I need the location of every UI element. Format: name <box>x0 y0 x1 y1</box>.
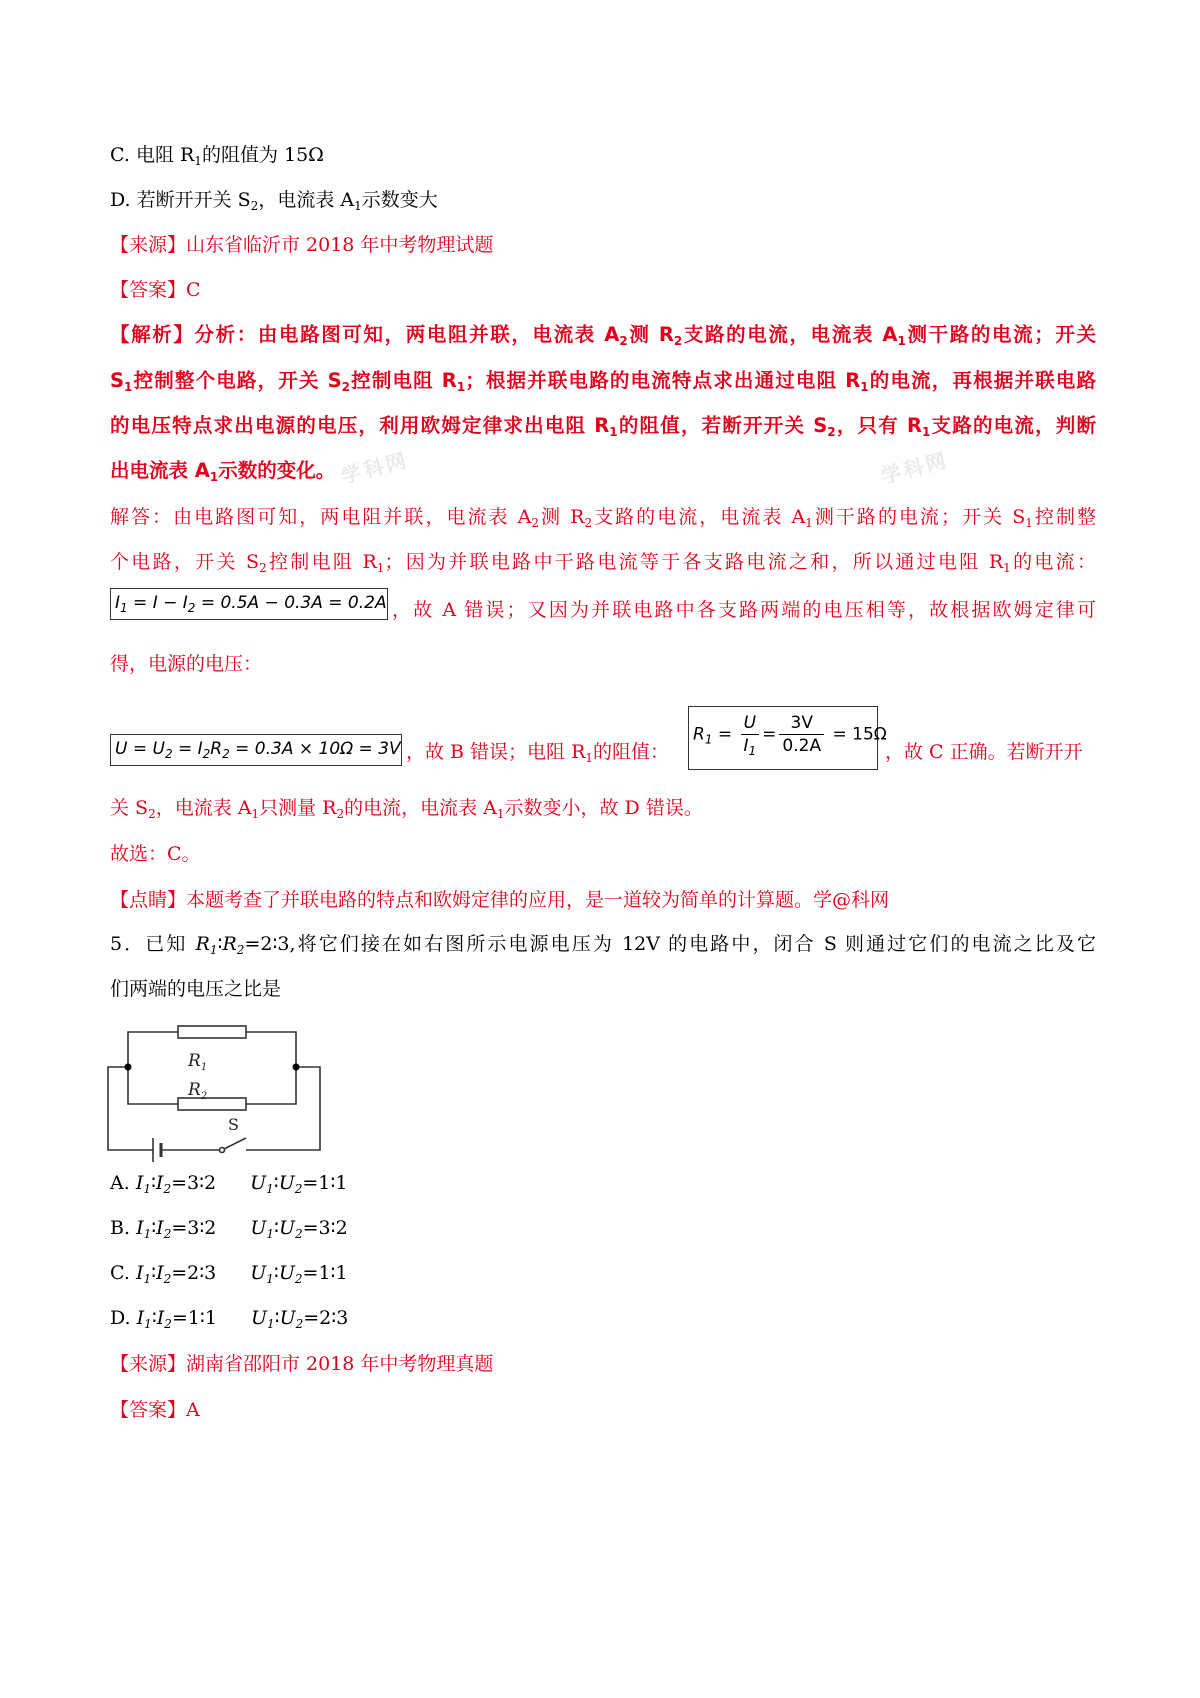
solution-line-1: 解答：由电路图可知，两电阻并联，电流表 $A_2$测 $R_2$支路的电流，电流表 $A_1$测干路的电流；开关 $S_1$控制整 <box>110 506 1096 530</box>
q5-option-d: D. $I_1∶I_2=1∶1$ $U_1∶U_2=2∶3$ <box>110 1307 349 1331</box>
solution-line-2: 个电路，开关 $S_2$控制电阻 $R_1$；因为并联电路中干路电流等于各支路电流之和，所以通过电阻 $R_1$的电流： <box>110 551 1096 575</box>
solution-line-4: 得，电源的电压： <box>110 653 263 675</box>
q5-option-a: A. $I_1∶I_2=3∶2$ $U_1∶U_2=1∶1$ <box>110 1172 348 1196</box>
wire-middle <box>128 1067 178 1104</box>
option-d: D. 若断开开关 $S_2$，电流表 $A_1$示数变大 <box>110 189 438 213</box>
wire-right <box>246 1067 320 1150</box>
label-r2: $R_2$ <box>188 1080 208 1102</box>
source-line: 【来源】山东省临沂市 2018 年中考物理试题 <box>110 234 494 256</box>
option-c: C. 电阻 $R_1$的阻值为 15Ω <box>110 144 324 168</box>
analysis-line-4: 出电流表 $A_1$示数的变化。 <box>110 459 336 484</box>
wire-top <box>128 1032 178 1067</box>
watermark-1: 学科网 <box>338 447 412 489</box>
circuit-diagram <box>106 1022 324 1162</box>
equation-current: $I_1 = I - I_2 = 0.5A - 0.3A = 0.2A$ <box>110 588 388 620</box>
solution-line-5c: ，故 C 正确。若断开开 <box>885 741 1083 763</box>
q5-answer-line: 【答案】A <box>110 1399 200 1421</box>
equation-voltage: $U = U_2 = I_2R_2 = 0.3A \times 10\Omega = 3V$ <box>110 734 402 766</box>
junction-left <box>125 1064 132 1071</box>
wire-left <box>108 1067 153 1150</box>
analysis-line-3: 的电压特点求出电源的电压，利用欧姆定律求出电阻 $R_1$的阻值，若断开开关 $S_2$，只有 $R_1$支路的电流，判断 <box>110 414 1096 439</box>
junction-right <box>293 1064 300 1071</box>
solution-line-5a: ，故 B 错误；电阻 $R_1$的阻值： <box>406 741 670 765</box>
q5-line-1: 5．已知 $R_1∶R_2=2∶3$,将它们接在如右图所示电源电压为 12V 的电路中，闭合 S 则通过它们的电流之比及它 <box>110 933 1096 957</box>
switch-s <box>224 1138 246 1149</box>
fraction-u-over-i: $\frac{U}{I_1}$ <box>741 712 760 757</box>
solution-line-6: 关 $S_2$，电流表 $A_1$只测量 $R_2$的电流，电流表 $A_1$示数变小，故 D 错误。 <box>110 797 703 821</box>
note-line: 【点睛】本题考查了并联电路的特点和欧姆定律的应用，是一道较为简单的计算题。学@科网 <box>110 889 890 911</box>
solution-line-3: ，故 A 错误；又因为并联电路中各支路两端的电压相等，故根据欧姆定律可 <box>392 599 1096 621</box>
analysis-line-1: 【解析】分析：由电路图可知，两电阻并联，电流表 $A_2$测 $R_2$支路的电流，电流表 $A_1$测干路的电流；开关 <box>110 323 1096 348</box>
resistor-r1 <box>178 1026 246 1038</box>
watermark-2: 学科网 <box>878 447 952 489</box>
q5-source-line: 【来源】湖南省邵阳市 2018 年中考物理真题 <box>110 1353 494 1375</box>
equation-resistance: $R_1$ = $\frac{U}{I_1}$ = $\frac{3V}{0.2A}$ = 15Ω <box>688 706 878 770</box>
solution-line-7: 故选：C。 <box>110 843 201 865</box>
answer-line: 【答案】C <box>110 279 201 301</box>
q5-option-c: C. $I_1∶I_2=2∶3$ $U_1∶U_2=1∶1$ <box>110 1262 348 1286</box>
q5-line-2: 们两端的电压之比是 <box>110 978 282 1000</box>
q5-option-b: B. $I_1∶I_2=3∶2$ $U_1∶U_2=3∶2$ <box>110 1217 348 1241</box>
label-r1: $R_1$ <box>188 1051 208 1073</box>
label-switch: S <box>228 1115 239 1134</box>
fraction-values: $\frac{3V}{0.2A}$ <box>779 712 824 757</box>
analysis-line-2: $S_1$控制整个电路，开关 $S_2$控制电阻 $R_1$；根据并联电路的电流特点求出通过电阻 $R_1$的电流，再根据并联电路 <box>110 369 1096 394</box>
